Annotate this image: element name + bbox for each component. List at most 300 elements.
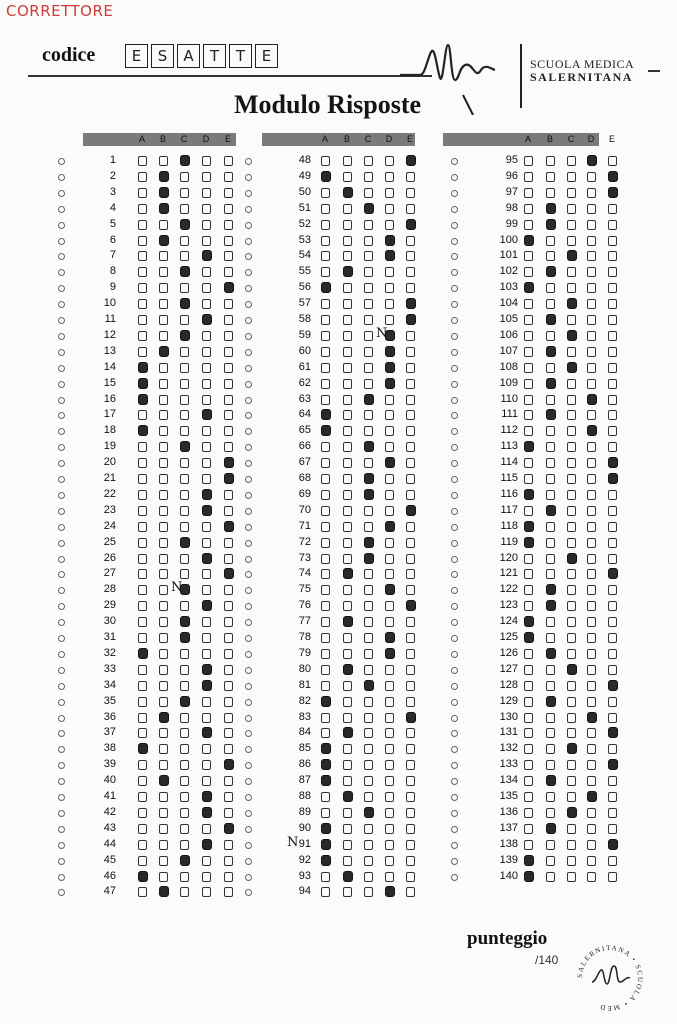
answer-box-c[interactable]: [364, 697, 373, 707]
answer-box-b[interactable]: [546, 584, 556, 595]
answer-box-d[interactable]: [587, 204, 596, 214]
answer-box-b[interactable]: [343, 697, 352, 707]
answer-box-d[interactable]: [587, 172, 596, 182]
answer-box-b[interactable]: [159, 203, 169, 214]
answer-box-b[interactable]: [343, 616, 353, 627]
answer-box-a[interactable]: [524, 808, 533, 818]
answer-box-c[interactable]: [180, 410, 189, 420]
answer-box-b[interactable]: [546, 600, 556, 611]
answer-box-e[interactable]: [224, 585, 233, 595]
answer-box-b[interactable]: [343, 187, 353, 198]
answer-box-e[interactable]: [406, 298, 416, 309]
answer-box-a[interactable]: [321, 379, 330, 389]
answer-box-e[interactable]: [224, 188, 233, 198]
answer-box-b[interactable]: [343, 458, 352, 468]
answer-box-e[interactable]: [608, 267, 617, 277]
answer-box-a[interactable]: [524, 728, 533, 738]
answer-box-c[interactable]: [180, 808, 189, 818]
answer-box-e[interactable]: [406, 251, 415, 261]
answer-box-b[interactable]: [343, 266, 353, 277]
answer-box-b[interactable]: [343, 681, 352, 691]
answer-box-a[interactable]: [138, 776, 147, 786]
answer-box-e[interactable]: [224, 759, 234, 770]
answer-box-c[interactable]: [180, 441, 190, 452]
answer-box-c[interactable]: [180, 855, 190, 866]
answer-box-d[interactable]: [385, 681, 394, 691]
answer-box-d[interactable]: [202, 856, 211, 866]
answer-box-b[interactable]: [546, 458, 555, 468]
answer-box-b[interactable]: [343, 410, 352, 420]
answer-box-a[interactable]: [524, 379, 533, 389]
answer-box-a[interactable]: [524, 792, 533, 802]
answer-box-b[interactable]: [343, 887, 352, 897]
answer-box-a[interactable]: [524, 776, 533, 786]
answer-box-c[interactable]: [180, 616, 190, 627]
answer-box-d[interactable]: [385, 632, 395, 643]
answer-box-c[interactable]: [180, 298, 190, 309]
answer-box-d[interactable]: [385, 744, 394, 754]
answer-box-d[interactable]: [385, 648, 395, 659]
answer-box-c[interactable]: [364, 744, 373, 754]
answer-box-b[interactable]: [159, 363, 168, 373]
answer-box-c[interactable]: [180, 887, 189, 897]
answer-box-c[interactable]: [364, 473, 374, 484]
answer-box-d[interactable]: [385, 457, 395, 468]
answer-box-a[interactable]: [138, 808, 147, 818]
answer-box-c[interactable]: [180, 537, 190, 548]
answer-box-a[interactable]: [524, 554, 533, 564]
answer-box-e[interactable]: [224, 554, 233, 564]
answer-box-a[interactable]: [321, 633, 330, 643]
answer-box-d[interactable]: [587, 410, 596, 420]
answer-box-d[interactable]: [202, 760, 211, 770]
answer-box-a[interactable]: [138, 665, 147, 675]
answer-box-e[interactable]: [224, 506, 233, 516]
answer-box-e[interactable]: [608, 727, 618, 738]
answer-box-c[interactable]: [567, 490, 576, 500]
answer-box-d[interactable]: [587, 347, 596, 357]
answer-box-e[interactable]: [406, 155, 416, 166]
answer-box-b[interactable]: [343, 664, 353, 675]
answer-box-b[interactable]: [159, 601, 168, 611]
answer-box-d[interactable]: [587, 155, 597, 166]
answer-box-a[interactable]: [321, 823, 331, 834]
answer-box-d[interactable]: [385, 426, 394, 436]
answer-box-b[interactable]: [546, 633, 555, 643]
answer-box-d[interactable]: [202, 379, 211, 389]
answer-box-a[interactable]: [321, 331, 330, 341]
answer-box-b[interactable]: [343, 713, 352, 723]
answer-box-d[interactable]: [202, 283, 211, 293]
answer-box-b[interactable]: [343, 727, 353, 738]
answer-box-e[interactable]: [406, 363, 415, 373]
answer-box-e[interactable]: [406, 617, 415, 627]
answer-box-c[interactable]: [567, 156, 576, 166]
answer-box-b[interactable]: [343, 220, 352, 230]
answer-box-e[interactable]: [224, 649, 233, 659]
answer-box-e[interactable]: [608, 315, 617, 325]
answer-box-c[interactable]: [364, 394, 374, 405]
answer-box-d[interactable]: [385, 713, 394, 723]
answer-box-a[interactable]: [321, 839, 331, 850]
answer-box-a[interactable]: [524, 458, 533, 468]
answer-box-d[interactable]: [587, 856, 596, 866]
answer-box-a[interactable]: [321, 808, 330, 818]
answer-box-a[interactable]: [138, 743, 148, 754]
answer-box-e[interactable]: [224, 220, 233, 230]
answer-box-b[interactable]: [159, 792, 168, 802]
answer-box-e[interactable]: [608, 792, 617, 802]
answer-box-e[interactable]: [406, 728, 415, 738]
answer-box-b[interactable]: [343, 299, 352, 309]
answer-box-e[interactable]: [406, 649, 415, 659]
answer-box-c[interactable]: [364, 489, 374, 500]
answer-box-d[interactable]: [385, 792, 394, 802]
answer-box-e[interactable]: [224, 363, 233, 373]
answer-box-c[interactable]: [364, 379, 373, 389]
answer-box-d[interactable]: [202, 267, 211, 277]
answer-box-b[interactable]: [159, 426, 168, 436]
answer-box-c[interactable]: [180, 840, 189, 850]
answer-box-b[interactable]: [159, 681, 168, 691]
answer-box-e[interactable]: [406, 538, 415, 548]
answer-box-c[interactable]: [180, 363, 189, 373]
answer-box-b[interactable]: [546, 346, 556, 357]
answer-box-e[interactable]: [406, 840, 415, 850]
answer-box-d[interactable]: [385, 299, 394, 309]
answer-box-c[interactable]: [180, 426, 189, 436]
answer-box-a[interactable]: [524, 824, 533, 834]
answer-box-a[interactable]: [138, 299, 147, 309]
answer-box-e[interactable]: [224, 808, 233, 818]
answer-box-d[interactable]: [202, 617, 211, 627]
answer-box-b[interactable]: [546, 522, 555, 532]
answer-box-a[interactable]: [138, 331, 147, 341]
answer-box-c[interactable]: [567, 330, 577, 341]
answer-box-e[interactable]: [224, 156, 233, 166]
answer-box-d[interactable]: [202, 791, 212, 802]
answer-box-b[interactable]: [546, 808, 555, 818]
answer-box-b[interactable]: [546, 760, 555, 770]
answer-box-a[interactable]: [138, 267, 147, 277]
answer-box-c[interactable]: [567, 410, 576, 420]
answer-box-c[interactable]: [364, 299, 373, 309]
answer-box-e[interactable]: [608, 665, 617, 675]
answer-box-a[interactable]: [138, 188, 147, 198]
answer-box-b[interactable]: [546, 569, 555, 579]
answer-box-c[interactable]: [567, 522, 576, 532]
answer-box-d[interactable]: [385, 601, 394, 611]
answer-box-a[interactable]: [524, 649, 533, 659]
answer-box-d[interactable]: [202, 474, 211, 484]
answer-box-a[interactable]: [138, 220, 147, 230]
answer-box-e[interactable]: [608, 680, 618, 691]
answer-box-b[interactable]: [343, 315, 352, 325]
answer-box-c[interactable]: [364, 713, 373, 723]
answer-box-e[interactable]: [608, 506, 617, 516]
answer-box-e[interactable]: [608, 187, 618, 198]
answer-box-a[interactable]: [524, 282, 534, 293]
answer-box-b[interactable]: [546, 856, 555, 866]
answer-box-b[interactable]: [546, 554, 555, 564]
answer-box-a[interactable]: [138, 569, 147, 579]
answer-box-a[interactable]: [321, 855, 331, 866]
answer-box-b[interactable]: [159, 171, 169, 182]
answer-box-a[interactable]: [524, 299, 533, 309]
answer-box-d[interactable]: [385, 808, 394, 818]
answer-box-b[interactable]: [159, 506, 168, 516]
answer-box-b[interactable]: [546, 665, 555, 675]
answer-box-d[interactable]: [385, 204, 394, 214]
answer-box-d[interactable]: [385, 697, 394, 707]
answer-box-a[interactable]: [524, 347, 533, 357]
answer-box-b[interactable]: [159, 442, 168, 452]
answer-box-a[interactable]: [138, 362, 148, 373]
answer-box-a[interactable]: [321, 649, 330, 659]
answer-box-b[interactable]: [546, 203, 556, 214]
answer-box-a[interactable]: [524, 665, 533, 675]
answer-box-c[interactable]: [567, 379, 576, 389]
answer-box-c[interactable]: [364, 872, 373, 882]
answer-box-c[interactable]: [364, 458, 373, 468]
answer-box-c[interactable]: [364, 410, 373, 420]
answer-box-b[interactable]: [159, 315, 168, 325]
answer-box-d[interactable]: [202, 538, 211, 548]
answer-box-c[interactable]: [364, 680, 374, 691]
answer-box-c[interactable]: [567, 776, 576, 786]
answer-box-e[interactable]: [608, 808, 617, 818]
answer-box-c[interactable]: [180, 792, 189, 802]
answer-box-e[interactable]: [224, 379, 233, 389]
answer-box-e[interactable]: [224, 473, 234, 484]
answer-box-e[interactable]: [608, 490, 617, 500]
answer-box-e[interactable]: [608, 744, 617, 754]
answer-box-c[interactable]: [180, 236, 189, 246]
answer-box-a[interactable]: [138, 236, 147, 246]
answer-box-a[interactable]: [321, 474, 330, 484]
answer-box-e[interactable]: [224, 697, 233, 707]
answer-box-e[interactable]: [224, 204, 233, 214]
answer-box-d[interactable]: [202, 442, 211, 452]
answer-box-e[interactable]: [224, 568, 234, 579]
answer-box-e[interactable]: [608, 649, 617, 659]
answer-box-c[interactable]: [180, 395, 189, 405]
answer-box-e[interactable]: [224, 299, 233, 309]
answer-box-c[interactable]: [364, 441, 374, 452]
answer-box-e[interactable]: [224, 665, 233, 675]
answer-box-a[interactable]: [138, 394, 148, 405]
answer-box-e[interactable]: [608, 204, 617, 214]
answer-box-a[interactable]: [524, 744, 533, 754]
answer-box-a[interactable]: [321, 315, 330, 325]
answer-box-b[interactable]: [159, 649, 168, 659]
answer-box-b[interactable]: [546, 728, 555, 738]
answer-box-d[interactable]: [587, 538, 596, 548]
answer-box-c[interactable]: [567, 298, 577, 309]
answer-box-b[interactable]: [546, 331, 555, 341]
answer-box-b[interactable]: [546, 713, 555, 723]
answer-box-c[interactable]: [180, 490, 189, 500]
answer-box-e[interactable]: [406, 776, 415, 786]
answer-box-c[interactable]: [567, 538, 576, 548]
answer-box-b[interactable]: [343, 856, 352, 866]
answer-box-a[interactable]: [524, 395, 533, 405]
answer-box-a[interactable]: [321, 569, 330, 579]
answer-box-c[interactable]: [180, 506, 189, 516]
answer-box-a[interactable]: [524, 521, 534, 532]
answer-box-c[interactable]: [364, 553, 374, 564]
answer-box-d[interactable]: [385, 665, 394, 675]
answer-box-a[interactable]: [524, 410, 533, 420]
answer-box-b[interactable]: [546, 538, 555, 548]
answer-box-b[interactable]: [343, 331, 352, 341]
answer-box-d[interactable]: [202, 585, 211, 595]
answer-box-a[interactable]: [524, 855, 534, 866]
answer-box-d[interactable]: [587, 728, 596, 738]
answer-box-a[interactable]: [321, 442, 330, 452]
answer-box-b[interactable]: [159, 331, 168, 341]
answer-box-d[interactable]: [385, 538, 394, 548]
answer-box-a[interactable]: [321, 522, 330, 532]
answer-box-e[interactable]: [406, 442, 415, 452]
answer-box-b[interactable]: [159, 569, 168, 579]
answer-box-e[interactable]: [224, 282, 234, 293]
answer-box-a[interactable]: [138, 251, 147, 261]
answer-box-b[interactable]: [546, 490, 555, 500]
answer-box-b[interactable]: [159, 856, 168, 866]
answer-box-d[interactable]: [587, 808, 596, 818]
answer-box-c[interactable]: [180, 474, 189, 484]
answer-box-e[interactable]: [406, 600, 416, 611]
answer-box-b[interactable]: [159, 840, 168, 850]
answer-box-d[interactable]: [202, 299, 211, 309]
answer-box-a[interactable]: [138, 554, 147, 564]
answer-box-e[interactable]: [608, 839, 618, 850]
answer-box-c[interactable]: [364, 728, 373, 738]
answer-box-a[interactable]: [524, 506, 533, 516]
answer-box-c[interactable]: [180, 204, 189, 214]
answer-box-d[interactable]: [385, 250, 395, 261]
answer-box-d[interactable]: [385, 395, 394, 405]
answer-box-a[interactable]: [321, 759, 331, 770]
answer-box-d[interactable]: [587, 506, 596, 516]
answer-box-d[interactable]: [202, 649, 211, 659]
answer-box-c[interactable]: [567, 250, 577, 261]
answer-box-a[interactable]: [138, 315, 147, 325]
answer-box-a[interactable]: [321, 554, 330, 564]
answer-box-d[interactable]: [587, 712, 597, 723]
answer-box-a[interactable]: [321, 267, 330, 277]
answer-box-d[interactable]: [202, 220, 211, 230]
answer-box-c[interactable]: [180, 522, 189, 532]
answer-box-d[interactable]: [202, 744, 211, 754]
answer-box-b[interactable]: [546, 505, 556, 516]
answer-box-d[interactable]: [385, 569, 394, 579]
answer-box-a[interactable]: [138, 347, 147, 357]
answer-box-b[interactable]: [546, 156, 555, 166]
answer-box-d[interactable]: [202, 807, 212, 818]
answer-box-e[interactable]: [608, 617, 617, 627]
answer-box-a[interactable]: [321, 775, 331, 786]
answer-box-d[interactable]: [587, 522, 596, 532]
answer-box-a[interactable]: [321, 538, 330, 548]
answer-box-c[interactable]: [567, 474, 576, 484]
answer-box-c[interactable]: [567, 569, 576, 579]
answer-box-a[interactable]: [138, 887, 147, 897]
answer-box-d[interactable]: [385, 220, 394, 230]
answer-box-d[interactable]: [587, 791, 597, 802]
answer-box-d[interactable]: [587, 299, 596, 309]
answer-box-c[interactable]: [364, 649, 373, 659]
answer-box-a[interactable]: [321, 743, 331, 754]
answer-box-d[interactable]: [385, 156, 394, 166]
answer-box-d[interactable]: [385, 362, 395, 373]
answer-box-d[interactable]: [385, 315, 394, 325]
answer-box-c[interactable]: [180, 330, 190, 341]
answer-box-a[interactable]: [138, 760, 147, 770]
answer-box-e[interactable]: [608, 473, 618, 484]
answer-box-d[interactable]: [385, 235, 395, 246]
answer-box-d[interactable]: [587, 697, 596, 707]
answer-box-e[interactable]: [608, 299, 617, 309]
answer-box-d[interactable]: [587, 236, 596, 246]
answer-box-e[interactable]: [224, 840, 233, 850]
answer-box-a[interactable]: [524, 156, 533, 166]
answer-box-d[interactable]: [587, 776, 596, 786]
answer-box-c[interactable]: [364, 236, 373, 246]
answer-box-e[interactable]: [608, 331, 617, 341]
answer-box-b[interactable]: [546, 823, 556, 834]
answer-box-c[interactable]: [567, 633, 576, 643]
answer-box-a[interactable]: [524, 681, 533, 691]
answer-box-c[interactable]: [364, 665, 373, 675]
answer-box-a[interactable]: [138, 425, 148, 436]
answer-box-d[interactable]: [202, 839, 212, 850]
answer-box-e[interactable]: [608, 442, 617, 452]
answer-box-d[interactable]: [202, 314, 212, 325]
answer-box-b[interactable]: [159, 665, 168, 675]
answer-box-d[interactable]: [385, 378, 395, 389]
answer-box-b[interactable]: [159, 379, 168, 389]
answer-box-d[interactable]: [202, 250, 212, 261]
answer-box-d[interactable]: [587, 649, 596, 659]
answer-box-b[interactable]: [343, 871, 353, 882]
answer-box-a[interactable]: [524, 188, 533, 198]
answer-box-d[interactable]: [587, 681, 596, 691]
answer-box-d[interactable]: [587, 872, 596, 882]
answer-box-c[interactable]: [567, 283, 576, 293]
answer-box-e[interactable]: [406, 426, 415, 436]
answer-box-e[interactable]: [608, 457, 618, 468]
answer-box-c[interactable]: [180, 872, 189, 882]
answer-box-d[interactable]: [587, 665, 596, 675]
answer-box-e[interactable]: [224, 267, 233, 277]
answer-box-c[interactable]: [567, 856, 576, 866]
answer-box-c[interactable]: [180, 601, 189, 611]
answer-box-c[interactable]: [567, 204, 576, 214]
answer-box-c[interactable]: [567, 840, 576, 850]
answer-box-d[interactable]: [202, 188, 211, 198]
answer-box-c[interactable]: [364, 426, 373, 436]
answer-box-b[interactable]: [159, 872, 168, 882]
answer-box-c[interactable]: [364, 633, 373, 643]
answer-box-a[interactable]: [321, 728, 330, 738]
answer-box-a[interactable]: [524, 426, 533, 436]
answer-box-b[interactable]: [546, 395, 555, 405]
answer-box-b[interactable]: [159, 538, 168, 548]
answer-box-d[interactable]: [202, 664, 212, 675]
answer-box-b[interactable]: [343, 506, 352, 516]
